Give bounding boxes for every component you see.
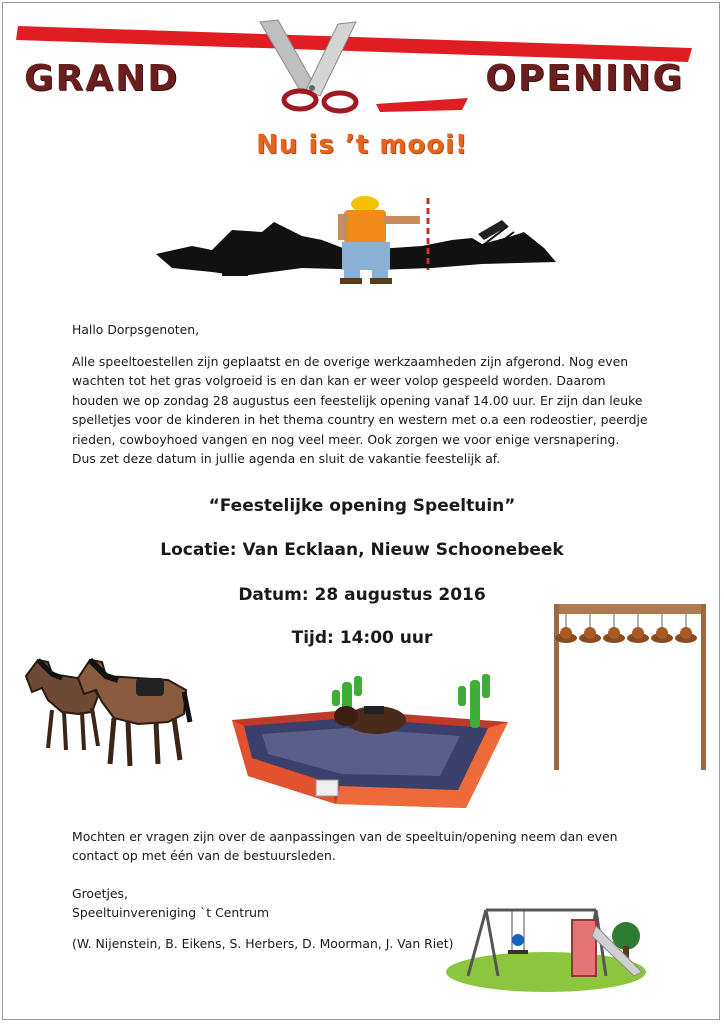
paragraph-line: Mochten er vragen zijn over de aanpassingen van de speeltuin/opening neem dan even: [72, 829, 618, 844]
opening-word: OPENING: [485, 58, 684, 99]
red-ribbon: [16, 26, 692, 62]
event-location: Locatie: Van Ecklaan, Nieuw Schoonebeek: [160, 540, 564, 560]
red-ribbon-cut: [376, 98, 468, 112]
playground-illustration: [446, 880, 652, 992]
paragraph-line: spelletjes voor de kinderen in het thema country en western met o.a een rodeostier, peerdje: [72, 412, 648, 428]
paragraph-line: houden we op zondag 28 augustus een feestelijk opening vanaf 14.00 uur. Er zijn dan leuke: [72, 392, 643, 408]
event-date: Datum: 28 augustus 2016: [238, 585, 486, 605]
intro-paragraph: [72, 352, 652, 468]
paragraph-line: Alle speeltoestellen zijn geplaatst en de overige werkzaamheden zijn afgerond. Nog even: [72, 354, 629, 369]
paragraph-line: Dus zet deze datum in jullie agenda en sluit de vakantie feestelijk af.: [72, 451, 501, 467]
organisation-name: Speeltuinvereniging `t Centrum: [72, 905, 270, 921]
cowboy-hats-rack-illustration: [552, 602, 708, 770]
board-members: (W. Nijenstein, B. Eikens, S. Herbers, D. Moorman, J. Van Riet): [72, 936, 454, 951]
banner-title: [24, 58, 684, 99]
horses-illustration: [18, 652, 194, 770]
cowboy-hat-icon: [651, 627, 673, 643]
cowboy-hat-icon: [579, 627, 601, 643]
event-time: Tijd: 14:00 uur: [291, 628, 433, 648]
paragraph-line: rieden, cowboyhoed vangen en nog veel meer. Ook zorgen we voor enige versnapering.: [72, 431, 620, 447]
subtitle: Nu is ’t mooi!: [256, 130, 468, 160]
paragraph-line: contact op met één van de bestuursleden.: [72, 848, 336, 864]
worker-figure: [338, 196, 420, 284]
grand-word: GRAND: [24, 58, 180, 99]
cowboy-hat-icon: [627, 627, 649, 643]
greeting: Hallo Dorpsgenoten,: [72, 322, 200, 337]
rodeo-bull-ring-illustration: [226, 672, 514, 812]
cowboy-hat-icon: [675, 627, 697, 643]
construction-worker-illustration: [152, 192, 560, 288]
event-title: “Feestelijke opening Speeltuin”: [208, 496, 516, 516]
cowboy-hat-icon: [603, 627, 625, 643]
closing: Groetjes,: [72, 886, 128, 901]
paragraph-line: wachten tot het gras volgroeid is en dan kan er weer volop gespeeld worden. Daarom: [72, 373, 606, 389]
questions-paragraph: [72, 827, 652, 866]
